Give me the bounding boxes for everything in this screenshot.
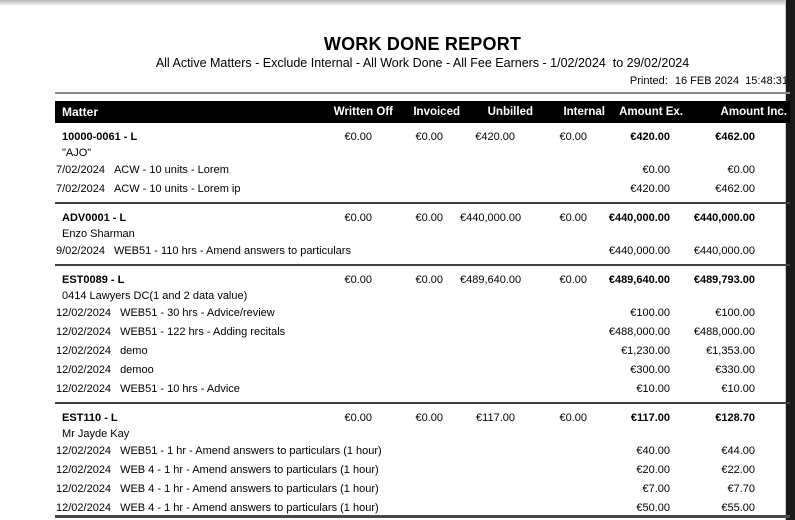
party-name: "AJO" [62,146,92,159]
printed-datetime: 16 FEB 2024 15:48:31 [674,75,788,87]
entry-label [55,483,605,495]
report-title: WORK DONE REPORT [323,34,522,54]
matter-amount-ex: €117.00 [630,411,670,424]
entry-label [55,307,605,319]
entry-description: WEB 4 - 1 hr - Amend answers to particulars (1 hour) [120,501,379,514]
entry-date: 7/02/2024 [56,182,105,195]
entry-label [55,502,605,514]
entry-amount-inc: €100.00 [715,306,755,319]
entry-amount-ex: €50.00 [636,501,670,514]
entry-amount-ex: €488,000.00 [608,325,670,338]
column-header-amount-ex: Amount Ex. [619,106,683,118]
entry-amount-inc: €0.00 [727,163,755,176]
matter-unbilled: €440,000.00 [460,211,522,224]
entry-amount-ex: €10.00 [636,382,670,395]
matter-code: EST110 - L [62,411,118,424]
matter-summary-row [55,409,790,426]
entry-label [55,164,605,176]
work-entry-row [55,179,790,198]
matter-summary-row [55,271,790,288]
entry-label [55,245,605,257]
entry-date: 12/02/2024 [56,344,112,357]
matter-amount-ex: €420.00 [630,130,670,143]
entry-label [55,183,605,195]
printed-label: Printed: [629,75,668,87]
entry-date: 7/02/2024 [56,163,105,176]
matter-invoiced: €0.00 [415,273,443,286]
group-divider [55,202,790,204]
group-divider [55,264,790,266]
entry-description: WEB51 - 110 hrs - Amend answers to particulars [113,244,351,257]
column-header-written-off: Written Off [333,106,393,118]
column-header-unbilled: Unbilled [487,106,533,118]
matter-party-row [55,426,790,441]
report-page [55,0,790,517]
matter-amount-inc: €462.00 [715,130,755,143]
entry-date: 12/02/2024 [56,325,112,338]
entry-date: 12/02/2024 [56,306,112,319]
matter-summary-row [55,128,790,145]
matter-amount-inc: €128.70 [715,411,755,424]
group-divider [55,402,790,404]
entry-amount-inc: €22.00 [721,463,755,476]
work-entry-row [55,360,790,379]
matter-internal: €0.00 [559,211,587,224]
entry-description: WEB51 - 1 hr - Amend answers to particulars (1 hour) [120,444,382,457]
matter-code: ADV0001 - L [62,211,127,224]
matter-invoiced: €0.00 [415,130,443,143]
matter-written-off: €0.00 [344,130,372,143]
entry-description: WEB51 - 30 hrs - Advice/review [120,306,275,319]
entry-description: WEB51 - 122 hrs - Adding recitals [120,325,286,338]
entry-amount-ex: €440,000.00 [608,244,670,257]
entry-amount-inc: €488,000.00 [693,325,755,338]
entry-date: 12/02/2024 [56,482,112,495]
table-body [55,128,790,517]
entry-amount-ex: €300.00 [630,363,670,376]
entry-amount-inc: €330.00 [715,363,755,376]
party-name: Enzo Sharman [62,227,135,240]
entry-description: ACW - 10 units - Lorem [113,163,229,176]
entry-description: WEB 4 - 1 hr - Amend answers to particulars (1 hour) [120,463,379,476]
matter-amount-ex: €440,000.00 [608,211,670,224]
matter-written-off: €0.00 [344,273,372,286]
matter-code: 10000-0061 - L [62,130,138,143]
entry-amount-ex: €20.00 [636,463,670,476]
work-entry-row [55,322,790,341]
party-name: Mr Jayde Kay [62,427,130,440]
party-name: 0414 Lawyers DC(1 and 2 data value) [62,289,248,302]
work-entry-row [55,303,790,322]
entry-amount-ex: €420.00 [630,182,670,195]
matter-internal: €0.00 [559,411,587,424]
matter-party-row [55,226,790,241]
matter-unbilled: €117.00 [476,411,515,424]
entry-amount-ex: €1,230.00 [621,344,670,357]
work-entry-row [55,379,790,398]
entry-amount-inc: €10.00 [721,382,755,395]
matter-amount-inc: €440,000.00 [693,211,755,224]
work-entry-row [55,441,790,460]
entry-date: 12/02/2024 [56,444,112,457]
matter-internal: €0.00 [559,130,587,143]
work-entry-row [55,479,790,498]
entry-description: demoo [120,363,154,376]
entry-amount-inc: €462.00 [715,182,755,195]
work-entry-row [55,160,790,179]
entry-description: ACW - 10 units - Lorem ip [113,182,241,195]
entry-date: 9/02/2024 [56,244,105,257]
entry-description: WEB51 - 10 hrs - Advice [120,382,240,395]
entry-label [55,345,605,357]
entry-description: demo [120,344,148,357]
matter-party-row [55,145,790,160]
entry-amount-inc: €440,000.00 [693,244,755,257]
entry-label [55,464,605,476]
column-header-amount-inc: Amount Inc. [720,106,787,118]
entry-amount-inc: €55.00 [721,501,755,514]
column-header-invoiced: Invoiced [413,106,460,118]
entry-amount-inc: €7.70 [727,482,755,495]
matter-amount-ex: €489,640.00 [608,273,670,286]
entry-description: WEB 4 - 1 hr - Amend answers to particulars (1 hour) [120,482,379,495]
work-entry-row [55,341,790,360]
bottom-rule [55,515,790,518]
matter-party-row [55,288,790,303]
entry-amount-ex: €40.00 [636,444,670,457]
entry-date: 12/02/2024 [56,463,112,476]
entry-date: 12/02/2024 [56,363,112,376]
entry-label [55,326,605,338]
table-header-bar [55,101,790,123]
entry-amount-ex: €0.00 [642,163,670,176]
entry-label [55,445,605,457]
matter-unbilled: €420.00 [475,130,515,143]
entry-label [55,364,605,376]
column-header-matter: Matter [62,105,99,119]
work-entry-row [55,460,790,479]
matter-internal: €0.00 [559,273,587,286]
matter-written-off: €0.00 [344,411,372,424]
entry-amount-ex: €100.00 [630,306,670,319]
entry-date: 12/02/2024 [56,382,112,395]
report-subtitle: All Active Matters - Exclude Internal - All Work Done - All Fee Earners - 1/02/2024 to 29/02/2024 [155,56,690,70]
printed-line [55,75,790,88]
matter-invoiced: €0.00 [415,211,443,224]
matter-code: EST0089 - L [62,273,125,286]
entry-date: 12/02/2024 [56,501,112,514]
matter-written-off: €0.00 [344,211,372,224]
entry-amount-ex: €7.00 [642,482,670,495]
entry-amount-inc: €1,353.00 [706,344,755,357]
work-entry-row [55,241,790,260]
column-header-internal: Internal [563,106,605,118]
entry-label [55,383,605,395]
matter-invoiced: €0.00 [415,411,443,424]
matter-summary-row [55,209,790,226]
matter-amount-inc: €489,793.00 [693,273,755,286]
matter-unbilled: €489,640.00 [460,273,522,286]
top-rule [55,92,790,94]
entry-amount-inc: €44.00 [721,444,755,457]
